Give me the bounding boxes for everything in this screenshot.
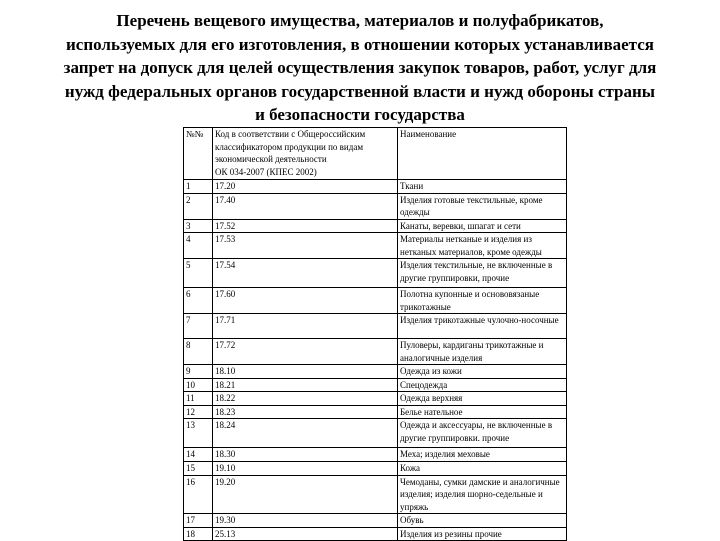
document-title — [20, 9, 700, 127]
title-line: и безопасности государства — [255, 105, 465, 124]
table-row — [184, 288, 567, 314]
row-name: Канаты, веревки, шпагат и сети — [398, 219, 567, 233]
row-code: 18.30 — [213, 448, 398, 462]
row-number: 17 — [184, 514, 213, 528]
table-row — [184, 219, 567, 233]
row-name: Изделия текстильные, не включенные в другие группировки, прочие — [398, 259, 567, 288]
row-number: 9 — [184, 365, 213, 379]
row-number: 2 — [184, 193, 213, 219]
row-code: 18.22 — [213, 392, 398, 406]
row-number: 18 — [184, 527, 213, 541]
row-code: 18.21 — [213, 378, 398, 392]
row-code: 17.53 — [213, 233, 398, 259]
row-code: 19.20 — [213, 475, 398, 514]
row-code: 17.60 — [213, 288, 398, 314]
row-code: 17.20 — [213, 180, 398, 194]
row-name: Изделия из резины прочие — [398, 527, 567, 541]
goods-table — [183, 127, 567, 541]
row-number: 13 — [184, 419, 213, 448]
table-row — [184, 365, 567, 379]
row-code: 17.54 — [213, 259, 398, 288]
table-row — [184, 314, 567, 339]
row-number: 7 — [184, 314, 213, 339]
table-row — [184, 419, 567, 448]
row-name: Пуловеры, кардиганы трикотажные и аналогичные изделия — [398, 339, 567, 365]
table-row — [184, 448, 567, 462]
row-name: Белье нательное — [398, 405, 567, 419]
table-row — [184, 378, 567, 392]
row-number: 1 — [184, 180, 213, 194]
table-row — [184, 527, 567, 541]
row-number: 8 — [184, 339, 213, 365]
row-code: 17.52 — [213, 219, 398, 233]
table-row — [184, 392, 567, 406]
row-number: 4 — [184, 233, 213, 259]
row-name: Изделия трикотажные чулочно-носочные — [398, 314, 567, 339]
row-name: Одежда и аксессуары, не включенные в другие группировки. прочие — [398, 419, 567, 448]
row-name: Одежда из кожи — [398, 365, 567, 379]
header-code — [213, 128, 398, 180]
row-code: 18.24 — [213, 419, 398, 448]
row-name: Изделия готовые текстильные, кроме одежды — [398, 193, 567, 219]
row-code: 19.10 — [213, 462, 398, 476]
title-line: используемых для его изготовления, в отношении которых устанавливается — [66, 34, 654, 54]
row-number: 14 — [184, 448, 213, 462]
row-code: 18.23 — [213, 405, 398, 419]
row-number: 16 — [184, 475, 213, 514]
table-row — [184, 339, 567, 365]
row-code: 25.13 — [213, 527, 398, 541]
table-row — [184, 475, 567, 514]
row-name: Полотна купонные и основовязаные трикотажные — [398, 288, 567, 314]
table-header-row — [184, 128, 567, 180]
table-row — [184, 233, 567, 259]
row-name: Спецодежда — [398, 378, 567, 392]
table-row — [184, 259, 567, 288]
row-name: Одежда верхняя — [398, 392, 567, 406]
table-row — [184, 514, 567, 528]
row-name: Меха; изделия меховые — [398, 448, 567, 462]
row-name: Материалы нетканые и изделия из нетканых материалов, кроме одежды — [398, 233, 567, 259]
title-line: запрет на допуск для целей осуществления закупок товаров, работ, услуг для — [63, 58, 657, 77]
header-name: Наименование — [398, 128, 567, 180]
row-code: 17.71 — [213, 314, 398, 339]
header-code-standard: ОК 034-2007 (КПЕС 2002) — [215, 166, 317, 177]
row-number: 3 — [184, 219, 213, 233]
row-number: 11 — [184, 392, 213, 406]
row-number: 5 — [184, 259, 213, 288]
row-code: 17.40 — [213, 193, 398, 219]
table-row — [184, 462, 567, 476]
row-name: Ткани — [398, 180, 567, 194]
table-row — [184, 180, 567, 194]
row-code: 18.10 — [213, 365, 398, 379]
row-name: Кожа — [398, 462, 567, 476]
table-row — [184, 405, 567, 419]
row-number: 6 — [184, 288, 213, 314]
title-line: Перечень вещевого имущества, материалов и полуфабрикатов, — [116, 11, 604, 30]
row-number: 15 — [184, 462, 213, 476]
row-name: Чемоданы, сумки дамские и аналогичные изделия; изделия шорно-седельные и упряжь — [398, 475, 567, 514]
table-row — [184, 193, 567, 219]
header-code-text: Код в соответствии с Общероссийским классификатором продукции по видам экономической деятельности — [215, 129, 366, 164]
title-line: нужд федеральных органов государственной власти и нужд обороны страны — [64, 81, 656, 101]
row-code: 19.30 — [213, 514, 398, 528]
header-number: №№ — [184, 128, 213, 180]
row-code: 17.72 — [213, 339, 398, 365]
row-name: Обувь — [398, 514, 567, 528]
row-number: 10 — [184, 378, 213, 392]
row-number: 12 — [184, 405, 213, 419]
